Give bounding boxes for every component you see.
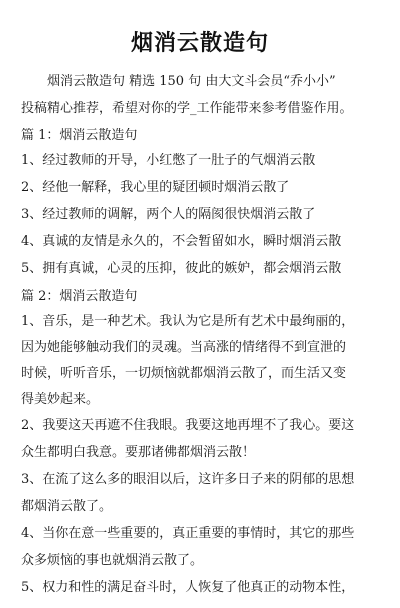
paragraph-line: 1、音乐，是一种艺术。我认为它是所有艺术中最绚丽的， <box>21 314 355 329</box>
section-heading: 篇 1：烟消云散造句 <box>21 128 138 143</box>
paragraph-line: 2、我要这天再遮不住我眼。我要这地再埋不了我心。要这 <box>21 418 355 433</box>
list-item: 3、经过教师的调解，两个人的隔阂很快烟消云散了 <box>21 207 316 222</box>
paragraph-line: 3、在流了这么多的眼泪以后，这许多日子来的阴郁的思想 <box>21 472 355 487</box>
paragraph-line: 得美妙起来。 <box>21 392 100 407</box>
section-heading: 篇 2：烟消云散造句 <box>21 289 138 304</box>
document-title: 烟消云散造句 <box>130 31 269 56</box>
paragraph-line: 时候，听听音乐，一切烦恼就都烟消云散了，而生活又变 <box>21 366 347 381</box>
paragraph-line: 都烟消云散了。 <box>21 499 113 514</box>
paragraph-line: 因为她能够触动我们的灵魂。当高涨的情绪得不到宣泄的 <box>21 340 347 355</box>
list-item: 2、经他一解释，我心里的疑团顿时烟消云散了 <box>21 180 290 195</box>
list-item: 4、真诚的友情是永久的，不会暂留如水，瞬时烟消云散 <box>21 234 342 249</box>
paragraph-line: 众多烦恼的事也就烟消云散了。 <box>21 553 204 568</box>
paragraph-line: 众生都明白我意。要那诸佛都烟消云散！ <box>21 445 256 460</box>
paragraph-line: 5、权力和性的满足奋斗时，人恢复了他真正的动物本性， <box>21 580 355 595</box>
paragraph-line: 4、当你在意一些重要的，真正重要的事情时，其它的那些 <box>21 526 355 541</box>
intro-line: 烟消云散造句 精选 150 句 由大文斗会员“乔小小” <box>21 74 336 89</box>
list-item: 5、拥有真诚，心灵的压抑，彼此的嫉妒，都会烟消云散 <box>21 261 342 276</box>
list-item: 1、经过教师的开导，小红憋了一肚子的气烟消云散 <box>21 153 316 168</box>
intro-line: 投稿精心推荐，希望对你的学_工作能带来参考借鉴作用。 <box>21 101 353 116</box>
